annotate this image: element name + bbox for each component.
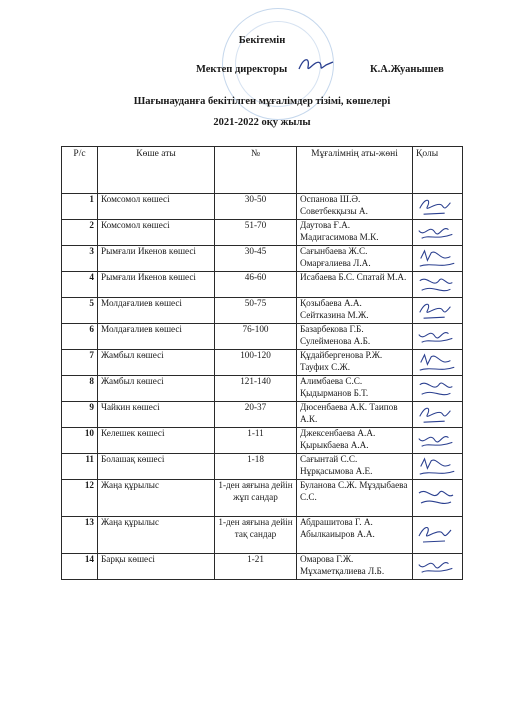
teacher-signature: [415, 221, 459, 244]
house-range: 1-21: [215, 554, 297, 580]
street-name: Комсомол көшесі: [98, 220, 215, 246]
row-number: 5: [62, 298, 98, 324]
teacher-signature: [415, 403, 459, 426]
house-range: 1-18: [215, 454, 297, 480]
signature-cell: [413, 428, 463, 454]
street-name: Молдағалиев көшесі: [98, 324, 215, 350]
signature-cell: [413, 220, 463, 246]
approval-title: Бекітемін: [238, 35, 286, 46]
house-range: 50-75: [215, 298, 297, 324]
teacher-names: Қозыбаева А.А. Сейтказина М.Ж.: [297, 298, 413, 324]
teacher-signature: [415, 377, 459, 400]
signature-cell: [413, 517, 463, 554]
row-number: 7: [62, 350, 98, 376]
street-name: Барқы көшесі: [98, 554, 215, 580]
director-name: К.А.Жуанышев: [370, 64, 444, 75]
row-number: 14: [62, 554, 98, 580]
signature-cell: [413, 480, 463, 517]
house-range: 30-45: [215, 246, 297, 272]
teacher-names: Сағынтай С.С. Нұрқасымова А.Е.: [297, 454, 413, 480]
academic-year: 2021-2022 оқу жылы: [213, 117, 311, 128]
teacher-signature: [415, 481, 459, 513]
house-range: 46-60: [215, 272, 297, 298]
house-range: 30-50: [215, 194, 297, 220]
teacher-signature: [415, 351, 459, 374]
teacher-signature: [415, 429, 459, 452]
signature-cell: [413, 554, 463, 580]
table-row: [62, 220, 463, 246]
table-row: [62, 402, 463, 428]
teacher-signature: [415, 247, 459, 270]
signature-cell: [413, 272, 463, 298]
signature-cell: [413, 194, 463, 220]
row-number: 10: [62, 428, 98, 454]
row-number: 13: [62, 517, 98, 554]
row-number: 8: [62, 376, 98, 402]
street-name: Жамбыл көшесі: [98, 376, 215, 402]
table-row: [62, 324, 463, 350]
teacher-names: Абдрашитова Г. А. Абылкаиыров А.А.: [297, 517, 413, 554]
table-row: [62, 454, 463, 480]
street-name: Келешек көшесі: [98, 428, 215, 454]
teacher-signature: [415, 518, 459, 550]
table-header-row: [62, 147, 463, 194]
table-row: [62, 480, 463, 517]
header-street: Көше аты: [98, 147, 215, 194]
signature-cell: [413, 402, 463, 428]
street-name: Чайкин көшесі: [98, 402, 215, 428]
teacher-names: Исабаева Б.С. Спатай М.А.: [297, 272, 413, 298]
row-number: 4: [62, 272, 98, 298]
teacher-names: Оспанова Ш.Ә. Советбекқызы А.: [297, 194, 413, 220]
row-number: 6: [62, 324, 98, 350]
table-row: [62, 428, 463, 454]
street-name: Молдағалиев көшесі: [98, 298, 215, 324]
teacher-signature: [415, 325, 459, 348]
teacher-names: Джексенбаева А.А. Қырыкбаева А.А.: [297, 428, 413, 454]
teacher-street-table: [61, 146, 463, 580]
row-number: 9: [62, 402, 98, 428]
row-number: 11: [62, 454, 98, 480]
header-number: Р/с: [62, 147, 98, 194]
house-range: 121-140: [215, 376, 297, 402]
signature-cell: [413, 350, 463, 376]
teacher-signature: [415, 299, 459, 322]
table-row: [62, 517, 463, 554]
teacher-names: Сағынбаева Ж.С. Омарғалиева Л.А.: [297, 246, 413, 272]
header-house-range: №: [215, 147, 297, 194]
row-number: 2: [62, 220, 98, 246]
header-teacher: Мұғалімнің аты-жөні: [297, 147, 413, 194]
signature-cell: [413, 376, 463, 402]
house-range: 1-11: [215, 428, 297, 454]
street-name: Рымғали Икенов көшесі: [98, 246, 215, 272]
house-range: 1-ден аяғына дейін тақ сандар: [215, 517, 297, 554]
header-signature: Қолы: [413, 147, 463, 194]
table-row: [62, 376, 463, 402]
teacher-names: Дюсенбаева А.К. Таипов А.К.: [297, 402, 413, 428]
teacher-names: Омарова Г.Ж. Мұхаметқалиева Л.Б.: [297, 554, 413, 580]
teacher-names: Даутова Ғ.А. Мадигасимова М.К.: [297, 220, 413, 246]
street-name: Рымғали Икенов көшесі: [98, 272, 215, 298]
document-title: Шағынауданға бекітілген мұғалімдер тізімі, көшелері: [133, 96, 391, 107]
teacher-names: Алимбаева С.С. Қыдырманов Б.Т.: [297, 376, 413, 402]
house-range: 100-120: [215, 350, 297, 376]
table-row: [62, 350, 463, 376]
street-name: Жаңа құрылыс: [98, 480, 215, 517]
table-row: [62, 272, 463, 298]
teacher-signature: [415, 555, 459, 578]
teacher-signature: [415, 195, 459, 218]
teacher-signature: [415, 455, 459, 478]
table-row: [62, 194, 463, 220]
row-number: 12: [62, 480, 98, 517]
row-number: 1: [62, 194, 98, 220]
teacher-names: Құдайбергенова Р.Ж. Тауфих С.Ж.: [297, 350, 413, 376]
house-range: 20-37: [215, 402, 297, 428]
director-position: Мектеп директоры: [196, 64, 288, 75]
house-range: 76-100: [215, 324, 297, 350]
teacher-names: Базарбекова Г.Б. Сулейменова А.Б.: [297, 324, 413, 350]
house-range: 1-ден аяғына дейін жұп сандар: [215, 480, 297, 517]
director-signature: [296, 53, 336, 77]
table-row: [62, 246, 463, 272]
street-name: Болашақ көшесі: [98, 454, 215, 480]
signature-cell: [413, 454, 463, 480]
table-row: [62, 554, 463, 580]
house-range: 51-70: [215, 220, 297, 246]
street-name: Комсомол көшесі: [98, 194, 215, 220]
signature-cell: [413, 324, 463, 350]
teacher-names: Буланова С.Ж. Мұздыбаева С.С.: [297, 480, 413, 517]
table-row: [62, 298, 463, 324]
signature-cell: [413, 298, 463, 324]
teacher-signature: [415, 273, 459, 296]
signature-cell: [413, 246, 463, 272]
row-number: 3: [62, 246, 98, 272]
street-name: Жаңа құрылыс: [98, 517, 215, 554]
street-name: Жамбыл көшесі: [98, 350, 215, 376]
